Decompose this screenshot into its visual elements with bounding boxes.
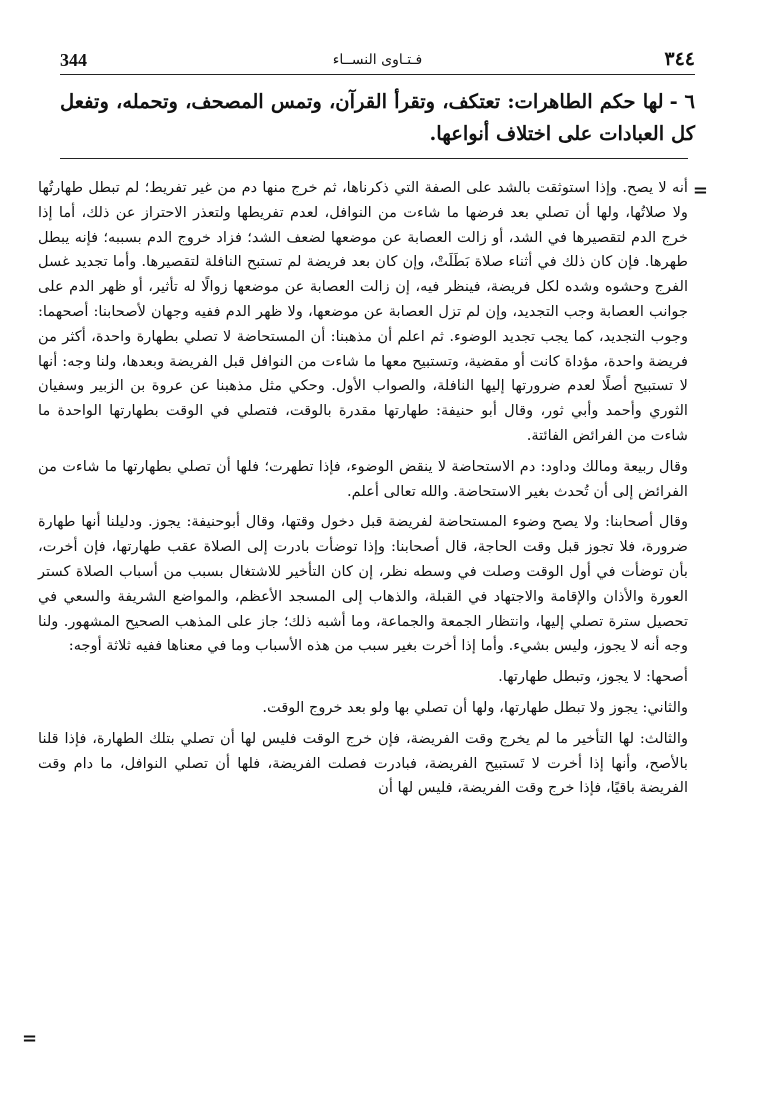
page-header: [60, 50, 695, 75]
page-number-arabic: ٣٤٤: [664, 48, 695, 70]
running-title: فـتـاوى النســاء: [332, 52, 423, 68]
answer-text: لها حكم الطاهرات: تعتكف، وتقرأ القرآن، وتمس المصحف، وتحمله، وتفعل كل العبادات على اختلاف أنواعها.: [60, 90, 695, 145]
footnote-paragraph: والثالث: لها التأخير ما لم يخرج وقت الفريضة، فإن خرج الوقت فليس لها أن تصلي بتلك الطهارة، فإذا قلنا بالأصح، وأنها إذا أخرت لا تَستبيح الفريضة، فبادرت فصلت الفريضة، فلها أن تصلي النوافل، ما دام وقت الفريضة باقيًا، فإذا خرج وقت الفريضة، فليس لها أن: [38, 729, 688, 797]
footnote-paragraph: وقال ربيعة ومالك وداود: دم الاستحاضة لا ينقض الوضوء، فإذا تطهرت؛ فلها أن تصلي بطهارتها ما شاءت من الفرائض إلى أن تُحدث بغير الاستحاضة. والله تعالى أعلم.: [38, 457, 688, 500]
footnote-paragraph: والثاني: يجوز ولا تبطل طهارتها، ولها أن تصلي بها ولو بعد خروج الوقت.: [262, 698, 688, 716]
page-number-latin: 344: [60, 50, 87, 70]
continuation-marker-top: =: [692, 180, 708, 201]
footnote-divider: [60, 158, 688, 159]
answer-paragraph: [60, 86, 695, 150]
continuation-marker-bottom: =: [22, 1028, 38, 1049]
footnote-paragraph: أنه لا يصح. وإذا استوثقت بالشد على الصفة التي ذكرناها، ثم خرج منها دم من غير تفريط؛ لم تبطل طهارتُها ولا صلاتُها، ولها أن تصلي بعد فرضها ما شاءت من النوافل، لعدم تفريطها ولتعذر الاحتراز عن ذلك، أما إذا خرج الدم لتقصيرها في الشد، أو زالت العصابة عن موضعها لضعف الشد؛ فزاد خروج الدم بسببه؛ فإنه يبطل طهرها. فإن كان ذلك في أثناء صلاة بَطَلَتْ، وإن كان بعد فريضة لم تستبح النافلة لتقصيرها. وأما تجديد غسل الفرج وحشوه وشده لكل فريضة، فينظر فيه، إن زالت العصابة عن موضعها زوالًا له تأثير، أو ظهر الدم على جوانب العصابة وجب التجديد، وإن لم تزل العصابة عن موضعها، ولا ظهر الدم ففيه وجهان لأصحابنا: أصحهما: وجوب التجديد، كما يجب تجديد الوضوء. ثم اعلم أن مذهبنا: أن المستحاضة لا تصلي بطهارة واحدة، أكثر من فريضة واحدة، مؤداة كانت أو مقضية، وتستبيح معها ما شاءت من النوافل قبل الفريضة وبعدها، ولنا وجه: أنها لا تستبيح أصلًا لعدم ضرورتها إليها النافلة، والصواب الأول. وحكي مثل مذهبنا عن عروة بن الزبير وسفيان الثوري وأحمد وأبي ثور، وقال أبو حنيفة: طهارتها مقدرة بالوقت، فتصلي في الوقت بطهارتها الواحدة ما شاءت من الفرائض الفائتة.: [38, 179, 688, 444]
footnotes-section: [38, 176, 688, 807]
footnote-paragraph: وقال أصحابنا: ولا يصح وضوء المستحاضة لفريضة قبل دخول وقتها، وقال أبوحنيفة: يجوز. ودليلنا أنها طهارة ضرورة، فلا تجوز قبل وقت الحاجة، قال أصحابنا: وإذا توضأت بادرت إلى الصلاة عقب طهارتها، فإن أخرت، بأن توضأت في أول الوقت وصلت في وسطه نظر، إن كان التأخير للاشتغال بسبب من أسباب الصلاة كستر العورة والأذان والإقامة والاجتهاد في القبلة، والذهاب إلى المسجد الأعظم، والمواضع الشريفة والسعي في تحصيل سترة تصلي إليها، وانتظار الجمعة والجماعة، وما أشبه ذلك؛ جاز على المذهب الصحيح المشهور. ولنا وجه أنه لا يجوز، وليس بشيء. وأما إذا أخرت بغير سبب من هذه الأسباب وما في معناها ففيه ثلاثة أوجه:: [38, 513, 688, 655]
footnote-paragraph: أصحها: لا يجوز، وتبطل طهارتها.: [498, 668, 688, 686]
answer-number: ٦ -: [669, 90, 695, 113]
